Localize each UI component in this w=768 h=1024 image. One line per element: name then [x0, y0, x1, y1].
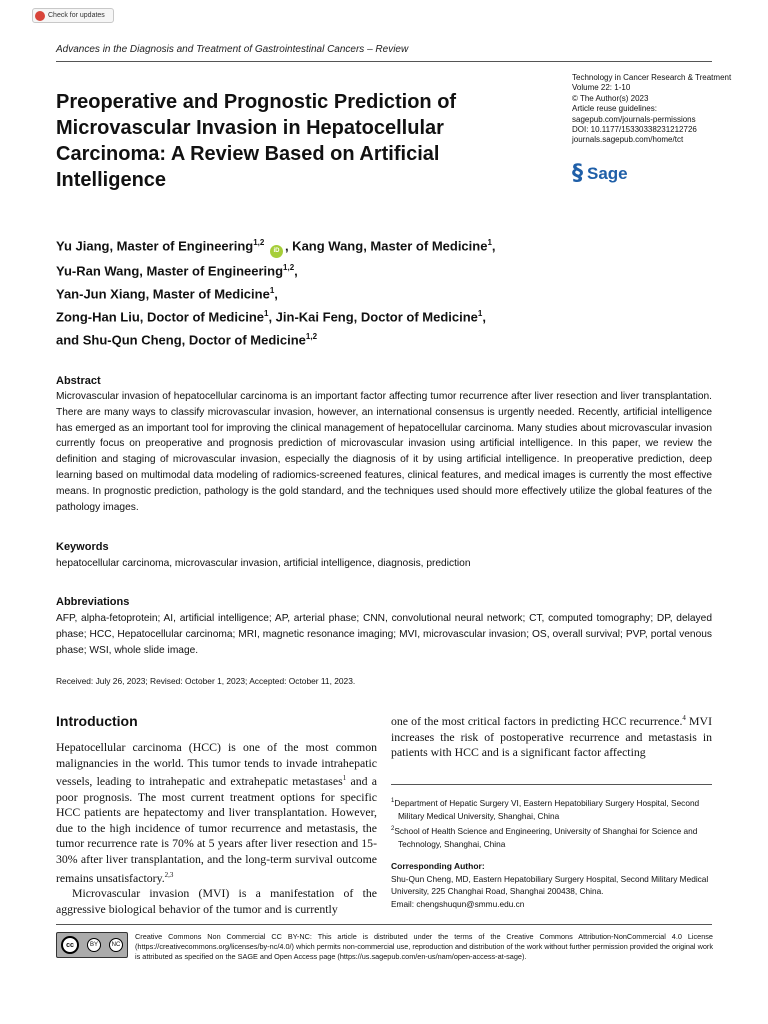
- article-title: Preoperative and Prognostic Prediction of Microvascular Invasion in Hepatocellular Carcinoma: A Review Based on Artificial Intelligence: [56, 91, 457, 191]
- citation-sup[interactable]: 1: [342, 774, 347, 783]
- author-name: , Jin-Kai Feng, Doctor of Medicine: [268, 309, 478, 325]
- author-line: [56, 327, 576, 350]
- sage-logo: [572, 163, 628, 185]
- author-line: [56, 304, 576, 327]
- journal-doi[interactable]: DOI: 10.1177/15330338231212726: [572, 125, 697, 135]
- keywords-heading: Keywords: [56, 541, 109, 553]
- abbreviations-heading: Abbreviations: [56, 596, 130, 608]
- sage-logo-text: Sage: [587, 164, 628, 183]
- license-text: Creative Commons Non Commercial CC BY-NC: This article is distributed under the terms of the Creative Commons Attribution-NonCommercial 4.0 License (https://creativecommons.org/licenses/by-nc/4.0/) which permits non-commercial use, reproduction and distribution of the work without further permission provided the original work is attributed as specified on the SAGE and Open Access page (https://us.sagepub.com/en-us/nam/open-access-at-sage).: [135, 932, 713, 961]
- author-name: , Kang Wang, Master of Medicine: [284, 238, 488, 254]
- paragraph-text: Hepatocellular carcinoma (HCC) is one of the most common malignancies in the world. This tumor tends to invade intrahepatic vessels, leading to intrahepatic and extrahepatic metastases: [56, 740, 377, 789]
- paragraph: [391, 711, 712, 761]
- article-dates: Received: July 26, 2023; Revised: October 1, 2023; Accepted: October 11, 2023.: [56, 676, 356, 686]
- non-commercial-icon: NC: [109, 938, 123, 952]
- affiliation-rule: [391, 784, 712, 785]
- keywords-text: hepatocellular carcinoma, microvascular invasion, artificial intelligence, diagnosis, prediction: [56, 558, 471, 569]
- author-affiliation-sup: 1,2: [253, 238, 265, 247]
- author-affiliation-sup: 1,2: [283, 263, 295, 273]
- author-affiliation-sup: 1: [487, 238, 492, 247]
- cc-icon: cc: [61, 936, 79, 954]
- journal-reuse: Article reuse guidelines:: [572, 104, 657, 114]
- author-affiliation-sup: 1,2: [305, 331, 318, 341]
- author-line: [56, 281, 576, 304]
- paragraph-text: and a poor prognosis. The most current treatment options for specific HCC patients are hepatectomy and liver transplantation. However, due to the high incidence of tumor recurrence and metastasis, the tumor recurrence rate is 70% at 5 years after liver resection and 15-30% after liver transplantation, and the long-term survival outcome remains unsatisfactory.: [56, 774, 377, 885]
- citation-sup[interactable]: 2,3: [164, 870, 174, 879]
- corresponding-email[interactable]: Email: chengshuqun@smmu.edu.cn: [391, 898, 525, 909]
- author-separator: ,: [294, 263, 298, 279]
- author-affiliation-sup: 1: [264, 308, 269, 318]
- introduction-heading: Introduction: [56, 713, 138, 729]
- author-separator: ,: [274, 286, 278, 302]
- author-separator: ,: [482, 309, 486, 325]
- journal-volume: Volume 22: 1-10: [572, 83, 631, 93]
- citation-sup[interactable]: 4: [682, 714, 686, 722]
- author-name: Yan-Jun Xiang, Master of Medicine: [56, 286, 270, 302]
- paragraph-text: one of the most critical factors in predicting HCC recurrence.: [391, 713, 683, 728]
- author-list: [56, 233, 576, 350]
- license-rule: [56, 924, 712, 925]
- journal-copyright: © The Author(s) 2023: [572, 93, 649, 103]
- header-rule: [56, 61, 712, 62]
- author-line: [56, 258, 576, 281]
- update-check-icon: [35, 11, 45, 21]
- affiliation-item: [391, 795, 712, 823]
- affiliation-item: [391, 823, 712, 851]
- affiliation-text: Department of Hepatic Surgery VI, Eastern Hepatobiliary Surgery Hospital, Second Military Medical University, Shanghai, China: [394, 797, 700, 821]
- abstract-heading: Abstract: [56, 375, 101, 387]
- affiliation-sup: 1: [391, 798, 395, 804]
- affiliation-sup: 2: [391, 825, 395, 832]
- author-name: Yu Jiang, Master of Engineering: [56, 238, 254, 254]
- paragraph-text: MVI increases the risk of postoperative recurrence and metastasis in patients with HCC and is a significant factor affecting: [391, 713, 712, 760]
- author-affiliation-sup: 1: [477, 308, 483, 318]
- author-name: Yu-Ran Wang, Master of Engineering: [56, 263, 284, 279]
- corresponding-address: Shu-Qun Cheng, MD, Eastern Hepatobiliary Surgery Hospital, Second Military Medical University, 225 Changhai Road, Shanghai 200438, China.: [391, 873, 709, 896]
- series-header: Advances in the Diagnosis and Treatment of Gastrointestinal Cancers – Review: [56, 44, 409, 55]
- journal-name: Technology in Cancer Research & Treatment: [572, 73, 732, 82]
- journal-info: [572, 73, 732, 146]
- corresponding-heading: Corresponding Author:: [391, 861, 485, 871]
- right-column: [391, 711, 712, 761]
- journal-permissions-link[interactable]: sagepub.com/journals-permissions: [572, 114, 696, 124]
- cc-license-badge[interactable]: [56, 932, 128, 958]
- paragraph-text: Microvascular invasion (MVI) is a manifestation of the aggressive biological behavior of the tumor and is currently: [56, 886, 377, 916]
- check-updates-label: Check for updates: [48, 12, 105, 19]
- author-name: and Shu-Qun Cheng, Doctor of Medicine: [56, 332, 306, 348]
- left-column: [56, 740, 377, 917]
- by-attribution-icon: BY: [87, 938, 101, 952]
- affiliations: [391, 795, 712, 851]
- sage-s-icon: §: [572, 161, 583, 186]
- paragraph: [56, 886, 377, 917]
- author-separator: ,: [491, 238, 496, 254]
- affiliation-text: School of Health Science and Engineering, University of Shanghai for Science and Technology, Shanghai, China: [394, 825, 698, 849]
- author-affiliation-sup: 1: [269, 286, 275, 296]
- orcid-icon[interactable]: iD: [270, 245, 283, 258]
- author-line: [56, 233, 576, 258]
- paragraph: [56, 740, 377, 886]
- check-for-updates-button[interactable]: [32, 8, 114, 23]
- abbreviations-text: AFP, alpha-fetoprotein; AI, artificial intelligence; AP, arterial phase; CNN, convolutional neural network; CT, computed tomography; DP, delayed phase; HCC, Hepatocellular carcinoma; MRI, magnetic resonance imaging; MVI, microvascular invasion; OS, overall survival; PVP, portal venous phase; WSI, whole slide image.: [56, 613, 712, 656]
- abstract-text: Microvascular invasion of hepatocellular carcinoma is an important factor affecting tumor recurrence after liver resection and liver transplantation. There are many ways to classify microvascular invasion, however, an international consensus is urgently needed. Recently, artificial intelligence has emerged as an important tool for improving the clinical management of hepatocellular carcinoma. Many studies about microvascular invasion currently focus on preoperative and prognosis prediction of microvascular invasion using artificial intelligence. In this paper, we review the definition and staging of microvascular invasion, especially the diagnosis of it by using artificial intelligence. In preoperative prediction, deep learning based on multimodal data modeling of radiomics-screened features, clinical features, and medical images is currently the most effective means. In prognostic prediction, pathology is the gold standard, and the techniques used should more effectively utilize the global features of the pathology images.: [56, 391, 712, 513]
- author-name: Zong-Han Liu, Doctor of Medicine: [56, 309, 264, 325]
- journal-url-link[interactable]: journals.sagepub.com/home/tct: [572, 135, 684, 145]
- corresponding-author: [391, 860, 712, 910]
